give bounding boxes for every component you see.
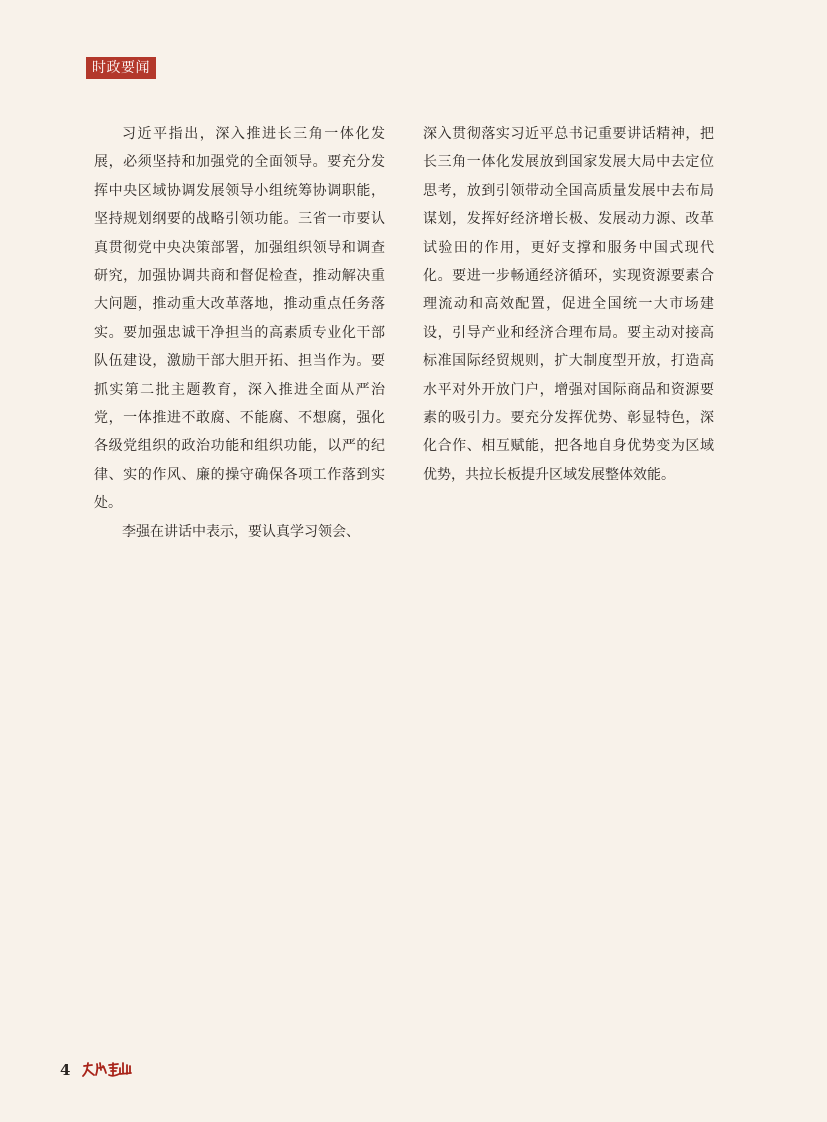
article-column-right — [423, 120, 714, 489]
page-footer — [60, 1058, 134, 1082]
paragraph: 习近平指出，深入推进长三角一体化发展，必须坚持和加强党的全面领导。要充分发挥中央区域协调发展领导小组统筹协调职能，坚持规划纲要的战略引领功能。三省一市要认真贯彻党中央决策部署，加强组织领导和调查研究，加强协调共商和督促检查，推动解决重大问题，推动重大改革落地，推动重点任务落实。要加强忠诚干净担当的高素质专业化干部队伍建设，激励干部大胆开拓、担当作为。要抓实第二批主题教育，深入推进全面从严治党，一体推进不敢腐、不能腐、不想腐，强化各级党组织的政治功能和组织功能，以严的纪律、实的作风、廉的操守确保各项工作落到实处。 — [94, 126, 385, 512]
article-column-left — [94, 120, 385, 546]
section-tag: 时政要闻 — [86, 57, 156, 79]
page-number: 4 — [60, 1061, 71, 1079]
calligraphy-logo-icon — [82, 1060, 134, 1080]
paragraph: 李强在讲话中表示，要认真学习领会、 — [122, 523, 360, 540]
paragraph: 深入贯彻落实习近平总书记重要讲话精神，把长三角一体化发展放到国家发展大局中去定位思考，放到引领带动全国高质量发展中去布局谋划，发挥好经济增长极、发展动力源、改革试验田的作用，更好支撑和服务中国式现代化。要进一步畅通经济循环，实现资源要素合理流动和高效配置，促进全国统一大市场建设，引导产业和经济合理布局。要主动对接高标准国际经贸规则，扩大制度型开放，打造高水平对外开放门户，增强对国际商品和资源要素的吸引力。要充分发挥优势、彰显特色，深化合作、相互赋能，把各地自身优势变为区域优势，共拉长板提升区域发展整体效能。 — [423, 126, 714, 483]
